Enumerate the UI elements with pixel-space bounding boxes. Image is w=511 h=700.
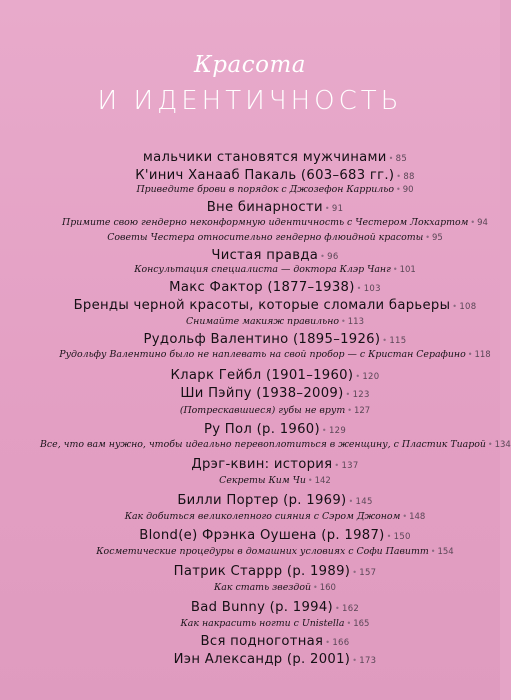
toc-separator: •	[388, 154, 394, 163]
toc-entry-title: Рудольф Валентино (1895–1926)	[143, 332, 381, 347]
toc-subentry	[40, 264, 510, 275]
toc-page-number: 142	[314, 476, 331, 486]
toc-page-number: 103	[363, 284, 381, 294]
toc-page-number: 173	[359, 656, 377, 666]
toc-page-number: 160	[319, 583, 336, 593]
toc-entry	[40, 168, 510, 183]
toc-separator: •	[392, 265, 398, 274]
toc-entry	[40, 457, 510, 472]
toc-entry-title: (Потрескавшиеся) губы не врут	[179, 405, 346, 416]
toc-separator: •	[321, 426, 327, 435]
toc-separator: •	[347, 406, 352, 415]
toc-page-number: 165	[353, 619, 370, 629]
toc-entry-title: Бренды черной красоты, которые сломали барьеры	[73, 298, 451, 313]
toc-entry-title: Билли Портер (р. 1969)	[177, 493, 347, 508]
toc-subentry	[40, 475, 510, 486]
toc-entry-title: Вся подноготная	[200, 634, 324, 649]
toc-entry-title: Дрэг-квин: история	[191, 457, 333, 472]
toc-separator: •	[307, 476, 313, 485]
toc-page-number: 120	[362, 372, 380, 382]
toc-subentry	[40, 316, 510, 327]
toc-subentry	[40, 546, 510, 557]
toc-entry	[40, 528, 510, 543]
toc-entry-title: Ши Пэйпу (1938–2009)	[180, 386, 344, 401]
toc-entry	[40, 564, 510, 579]
toc-entry-title: Советы Честера относительно гендерно флюидной красоты	[107, 232, 424, 243]
toc-entry	[40, 332, 510, 347]
toc-page-number: 162	[342, 604, 360, 614]
toc-entry	[40, 150, 510, 165]
toc-entry-title: Иэн Александр (р. 2001)	[173, 652, 351, 667]
toc-separator: •	[386, 532, 392, 541]
toc-entry-title: Макс Фактор (1877–1938)	[169, 280, 355, 295]
toc-separator: •	[348, 497, 354, 506]
toc-entry-title: Как накрасить ногти с Unistella	[180, 618, 345, 629]
toc-entry-title: Примите свою гендерно неконформную идентичность с Честером Локхартом	[62, 217, 469, 228]
toc-entry	[40, 368, 510, 383]
toc-entry	[40, 298, 510, 313]
toc-page-number: 95	[431, 233, 443, 243]
section-title: И ИДЕНТИЧНОСТЬ	[97, 86, 403, 116]
toc-page-number: 108	[459, 302, 477, 312]
toc-entry-title: Кларк Гейбл (1901–1960)	[170, 368, 354, 383]
toc-entry-title: Blond(e) Фрэнка Оушена (р. 1987)	[139, 528, 385, 543]
toc-page-number: 137	[341, 461, 359, 471]
toc-separator: •	[341, 317, 346, 326]
toc-page-number: 134	[494, 440, 511, 450]
toc-page-number: 145	[355, 497, 373, 507]
toc-page-number: 127	[353, 406, 371, 416]
toc-entry	[40, 200, 510, 215]
toc-page-number: 150	[393, 532, 411, 542]
section-title-script: Красота	[194, 52, 306, 78]
toc-entry-title: Секреты Ким Чи	[219, 475, 306, 486]
toc-page-number: 118	[474, 350, 491, 360]
toc-page-number: 91	[331, 204, 344, 214]
toc-entry-title: Bad Bunny (р. 1994)	[190, 600, 333, 615]
toc-entry	[40, 634, 510, 649]
toc-entry	[40, 280, 510, 295]
toc-entry-title: Приведите брови в порядок с Джозефон Каррильо	[136, 184, 394, 195]
toc-entry-title: Чистая правда	[211, 248, 319, 263]
toc-separator: •	[334, 604, 341, 613]
toc-separator: •	[356, 284, 362, 293]
toc-separator: •	[395, 185, 401, 194]
toc-separator: •	[452, 302, 458, 311]
toc-separator: •	[346, 619, 352, 628]
toc-separator: •	[487, 440, 493, 449]
toc-page-number: 123	[352, 390, 370, 400]
toc-page-number: 157	[359, 568, 377, 578]
toc-separator: •	[325, 638, 331, 647]
toc-entry-title: К'инич Ханааб Пакаль (603–683 гг.)	[135, 168, 395, 183]
toc-page-number: 113	[347, 317, 364, 327]
toc-separator: •	[402, 512, 408, 521]
toc-subentry	[40, 232, 510, 243]
toc-separator: •	[425, 233, 430, 242]
toc-subentry	[40, 217, 510, 228]
toc-entry-title: Рудольфу Валентино было не наплевать на свой пробор — с Кристан Серафино	[59, 349, 466, 360]
toc-page-number: 166	[332, 638, 350, 648]
toc-page-number: 154	[437, 547, 454, 557]
toc-entry	[40, 493, 510, 508]
toc-separator: •	[324, 204, 330, 213]
toc-page-number: 88	[403, 172, 415, 182]
toc-entry	[40, 600, 510, 615]
toc-page-number: 129	[328, 426, 347, 436]
toc-page-number: 94	[477, 218, 488, 228]
toc-entry-title: Вне бинарности	[206, 200, 323, 215]
toc-separator: •	[355, 372, 361, 381]
toc-separator: •	[345, 390, 351, 399]
toc-entry-title: Ру Пол (р. 1960)	[203, 422, 320, 437]
toc-entry	[40, 248, 510, 263]
toc-entry	[40, 652, 510, 667]
toc-entry-title: Косметические процедуры в домашних условиях с Софи Павитт	[96, 546, 429, 557]
toc-subentry	[40, 582, 510, 593]
toc-subentry	[40, 439, 510, 450]
toc-separator: •	[382, 336, 388, 345]
toc-entry-title: Патрик Старрр (р. 1989)	[173, 564, 351, 579]
toc-page-number: 101	[399, 265, 416, 275]
toc-entry-title: Как добиться великолепного сияния с Сэром Джоном	[124, 511, 401, 522]
toc-separator: •	[320, 252, 326, 261]
toc-separator: •	[430, 547, 436, 556]
toc-separator: •	[334, 461, 340, 470]
toc-entry-title: Все, что вам нужно, чтобы идеально перевоплотиться в женщину, с Пластик Тиарой	[40, 439, 486, 450]
toc-entry-title: Снимайте макияж правильно	[185, 316, 340, 327]
toc-subentry	[40, 618, 510, 629]
toc-entry-title: мальчики становятся мужчинами	[142, 150, 387, 165]
toc-separator: •	[396, 172, 402, 181]
toc-separator: •	[313, 583, 318, 592]
toc-entry-title: Как стать звездой	[214, 582, 312, 593]
toc-entry	[40, 386, 510, 401]
toc-subentry	[40, 405, 510, 416]
toc-separator: •	[352, 568, 358, 577]
toc-subentry	[40, 349, 510, 360]
toc-separator: •	[467, 350, 473, 359]
toc-entry	[40, 422, 510, 437]
toc-subentry	[40, 511, 510, 522]
toc-subentry	[40, 184, 510, 195]
toc-page-number: 96	[327, 252, 339, 262]
toc-page-number: 115	[389, 336, 407, 346]
toc-separator: •	[470, 218, 476, 227]
toc-entry-title: Консультация специалиста — доктора Клэр Чанг	[134, 264, 391, 275]
toc-separator: •	[352, 656, 358, 665]
toc-page-number: 90	[402, 185, 414, 195]
toc-page-number: 148	[409, 512, 426, 522]
toc-page-number: 85	[395, 154, 408, 164]
